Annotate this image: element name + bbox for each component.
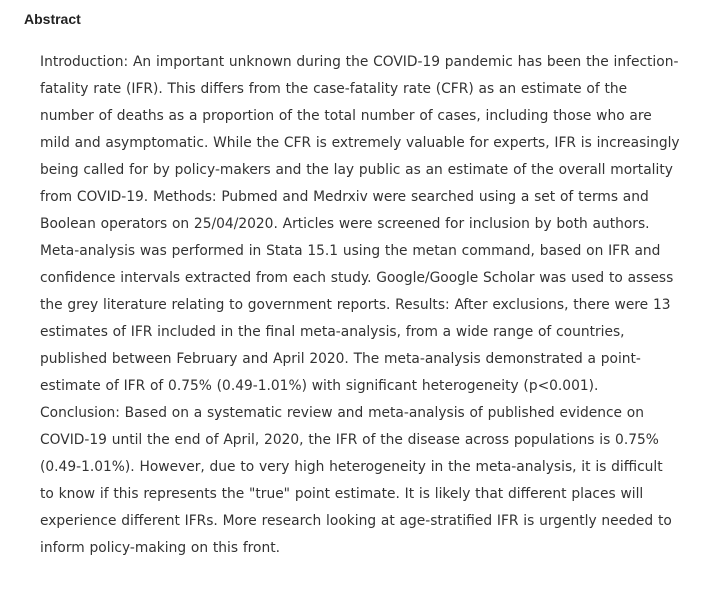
abstract-heading: Abstract	[24, 11, 81, 27]
abstract-body-text: Introduction: An important unknown during the COVID-19 pandemic has been the infection-fatality rate (IFR). This differs from the case-fatality rate (CFR) as an estimate of the number of deaths as a proportion of the total number of cases, including those who are mild and asymptomatic. While the CFR is extremely valuable for experts, IFR is increasingly being called for by policy-makers and the lay public as an estimate of the overall mortality from COVID-19. Methods: Pubmed and Medrxiv were searched using a set of terms and Boolean operators on 25/04/2020. Articles were screened for inclusion by both authors. Meta-analysis was performed in Stata 15.1 using the metan command, based on IFR and confidence intervals extracted from each study. Google/Google Scholar was used to assess the grey literature relating to government reports. Results: After exclusions, there were 13 estimates of IFR included in the final meta-analysis, from a wide range of countries, published between February and April 2020. The meta-analysis demonstrated a point-estimate of IFR of 0.75% (0.49-1.01%) with significant heterogeneity (p<0.001). Conclusion: Based on a systematic review and meta-analysis of published evidence on COVID-19 until the end of April, 2020, the IFR of the disease across populations is 0.75% (0.49-1.01%). However, due to very high heterogeneity in the meta-analysis, it is difficult to know if this represents the "true" point estimate. It is likely that different places will experience different IFRs. More research looking at age-stratified IFR is urgently needed to inform policy-making on this front.	[40, 54, 680, 556]
